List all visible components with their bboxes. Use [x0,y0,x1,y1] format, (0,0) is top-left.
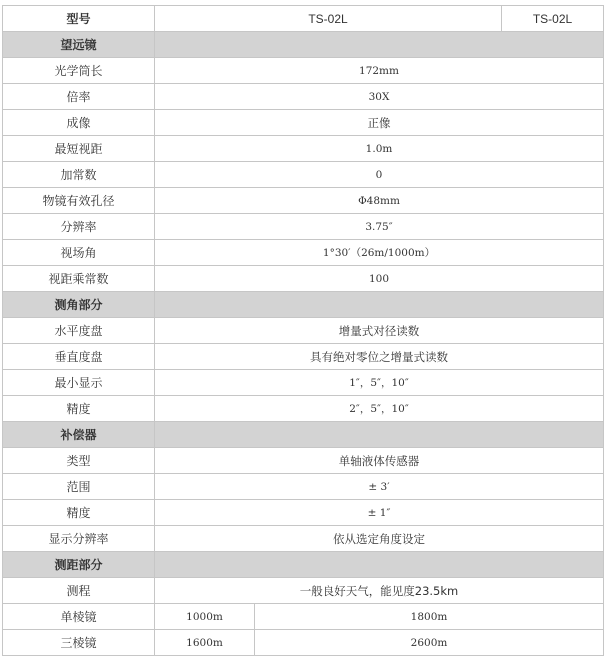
spec-value: 增量式对径读数 [155,318,604,344]
spec-value-a: 1600m [155,630,255,656]
model-name-1: TS-02L [155,6,502,32]
spec-value: Φ48mm [155,188,604,214]
table-row [3,344,604,370]
section-filler [155,32,604,58]
section-title: 测距部分 [3,552,155,578]
model-name-2: TS-02L [502,6,604,32]
spec-value: 1.0m [155,136,604,162]
spec-value: 100 [155,266,604,292]
table-row [3,604,604,630]
section-filler [155,422,604,448]
section-title: 测角部分 [3,292,155,318]
spec-table [2,5,604,656]
header-row [3,6,604,32]
spec-value: 单轴液体传感器 [155,448,604,474]
spec-value: 172mm [155,58,604,84]
table-row [3,448,604,474]
spec-label: 显示分辨率 [3,526,155,552]
section-filler [155,552,604,578]
spec-label: 最短视距 [3,136,155,162]
spec-label: 倍率 [3,84,155,110]
spec-label: 分辨率 [3,214,155,240]
section-row-angle [3,292,604,318]
spec-label: 光学筒长 [3,58,155,84]
table-row [3,58,604,84]
spec-label: 单棱镜 [3,604,155,630]
spec-value: 3.75″ [155,214,604,240]
spec-value: 具有绝对零位之增量式读数 [155,344,604,370]
spec-label: 物镜有效孔径 [3,188,155,214]
table-row [3,214,604,240]
spec-label: 最小显示 [3,370,155,396]
spec-label: 类型 [3,448,155,474]
spec-value-a: 1000m [155,604,255,630]
section-title: 补偿器 [3,422,155,448]
spec-label: 三棱镜 [3,630,155,656]
spec-value: 一般良好天气，能见度23.5km [155,578,604,604]
spec-label: 水平度盘 [3,318,155,344]
section-row-telescope [3,32,604,58]
table-row [3,578,604,604]
section-title: 望远镜 [3,32,155,58]
table-row [3,396,604,422]
table-row [3,188,604,214]
spec-label: 视距乘常数 [3,266,155,292]
table-row [3,474,604,500]
spec-value: ± 1″ [155,500,604,526]
table-row [3,526,604,552]
spec-value-b: 2600m [255,630,604,656]
spec-label: 成像 [3,110,155,136]
spec-label: 精度 [3,500,155,526]
spec-value: ± 3′ [155,474,604,500]
spec-label: 范围 [3,474,155,500]
spec-value-b: 1800m [255,604,604,630]
spec-value: 1°30′（26m/1000m） [155,240,604,266]
spec-value: 2″，5″，10″ [155,396,604,422]
spec-value: 1″，5″，10″ [155,370,604,396]
table-row [3,162,604,188]
spec-label: 测程 [3,578,155,604]
table-row [3,240,604,266]
section-filler [155,292,604,318]
table-row [3,370,604,396]
table-row [3,110,604,136]
table-row [3,318,604,344]
spec-value: 依从选定角度设定 [155,526,604,552]
spec-value: 正像 [155,110,604,136]
section-row-compensator [3,422,604,448]
spec-value: 30X [155,84,604,110]
table-row [3,84,604,110]
table-row [3,500,604,526]
table-row [3,266,604,292]
section-row-distance [3,552,604,578]
spec-label: 精度 [3,396,155,422]
table-row [3,630,604,656]
spec-label: 视场角 [3,240,155,266]
spec-label: 加常数 [3,162,155,188]
table-row [3,136,604,162]
spec-value: 0 [155,162,604,188]
header-label: 型号 [3,6,155,32]
spec-label: 垂直度盘 [3,344,155,370]
